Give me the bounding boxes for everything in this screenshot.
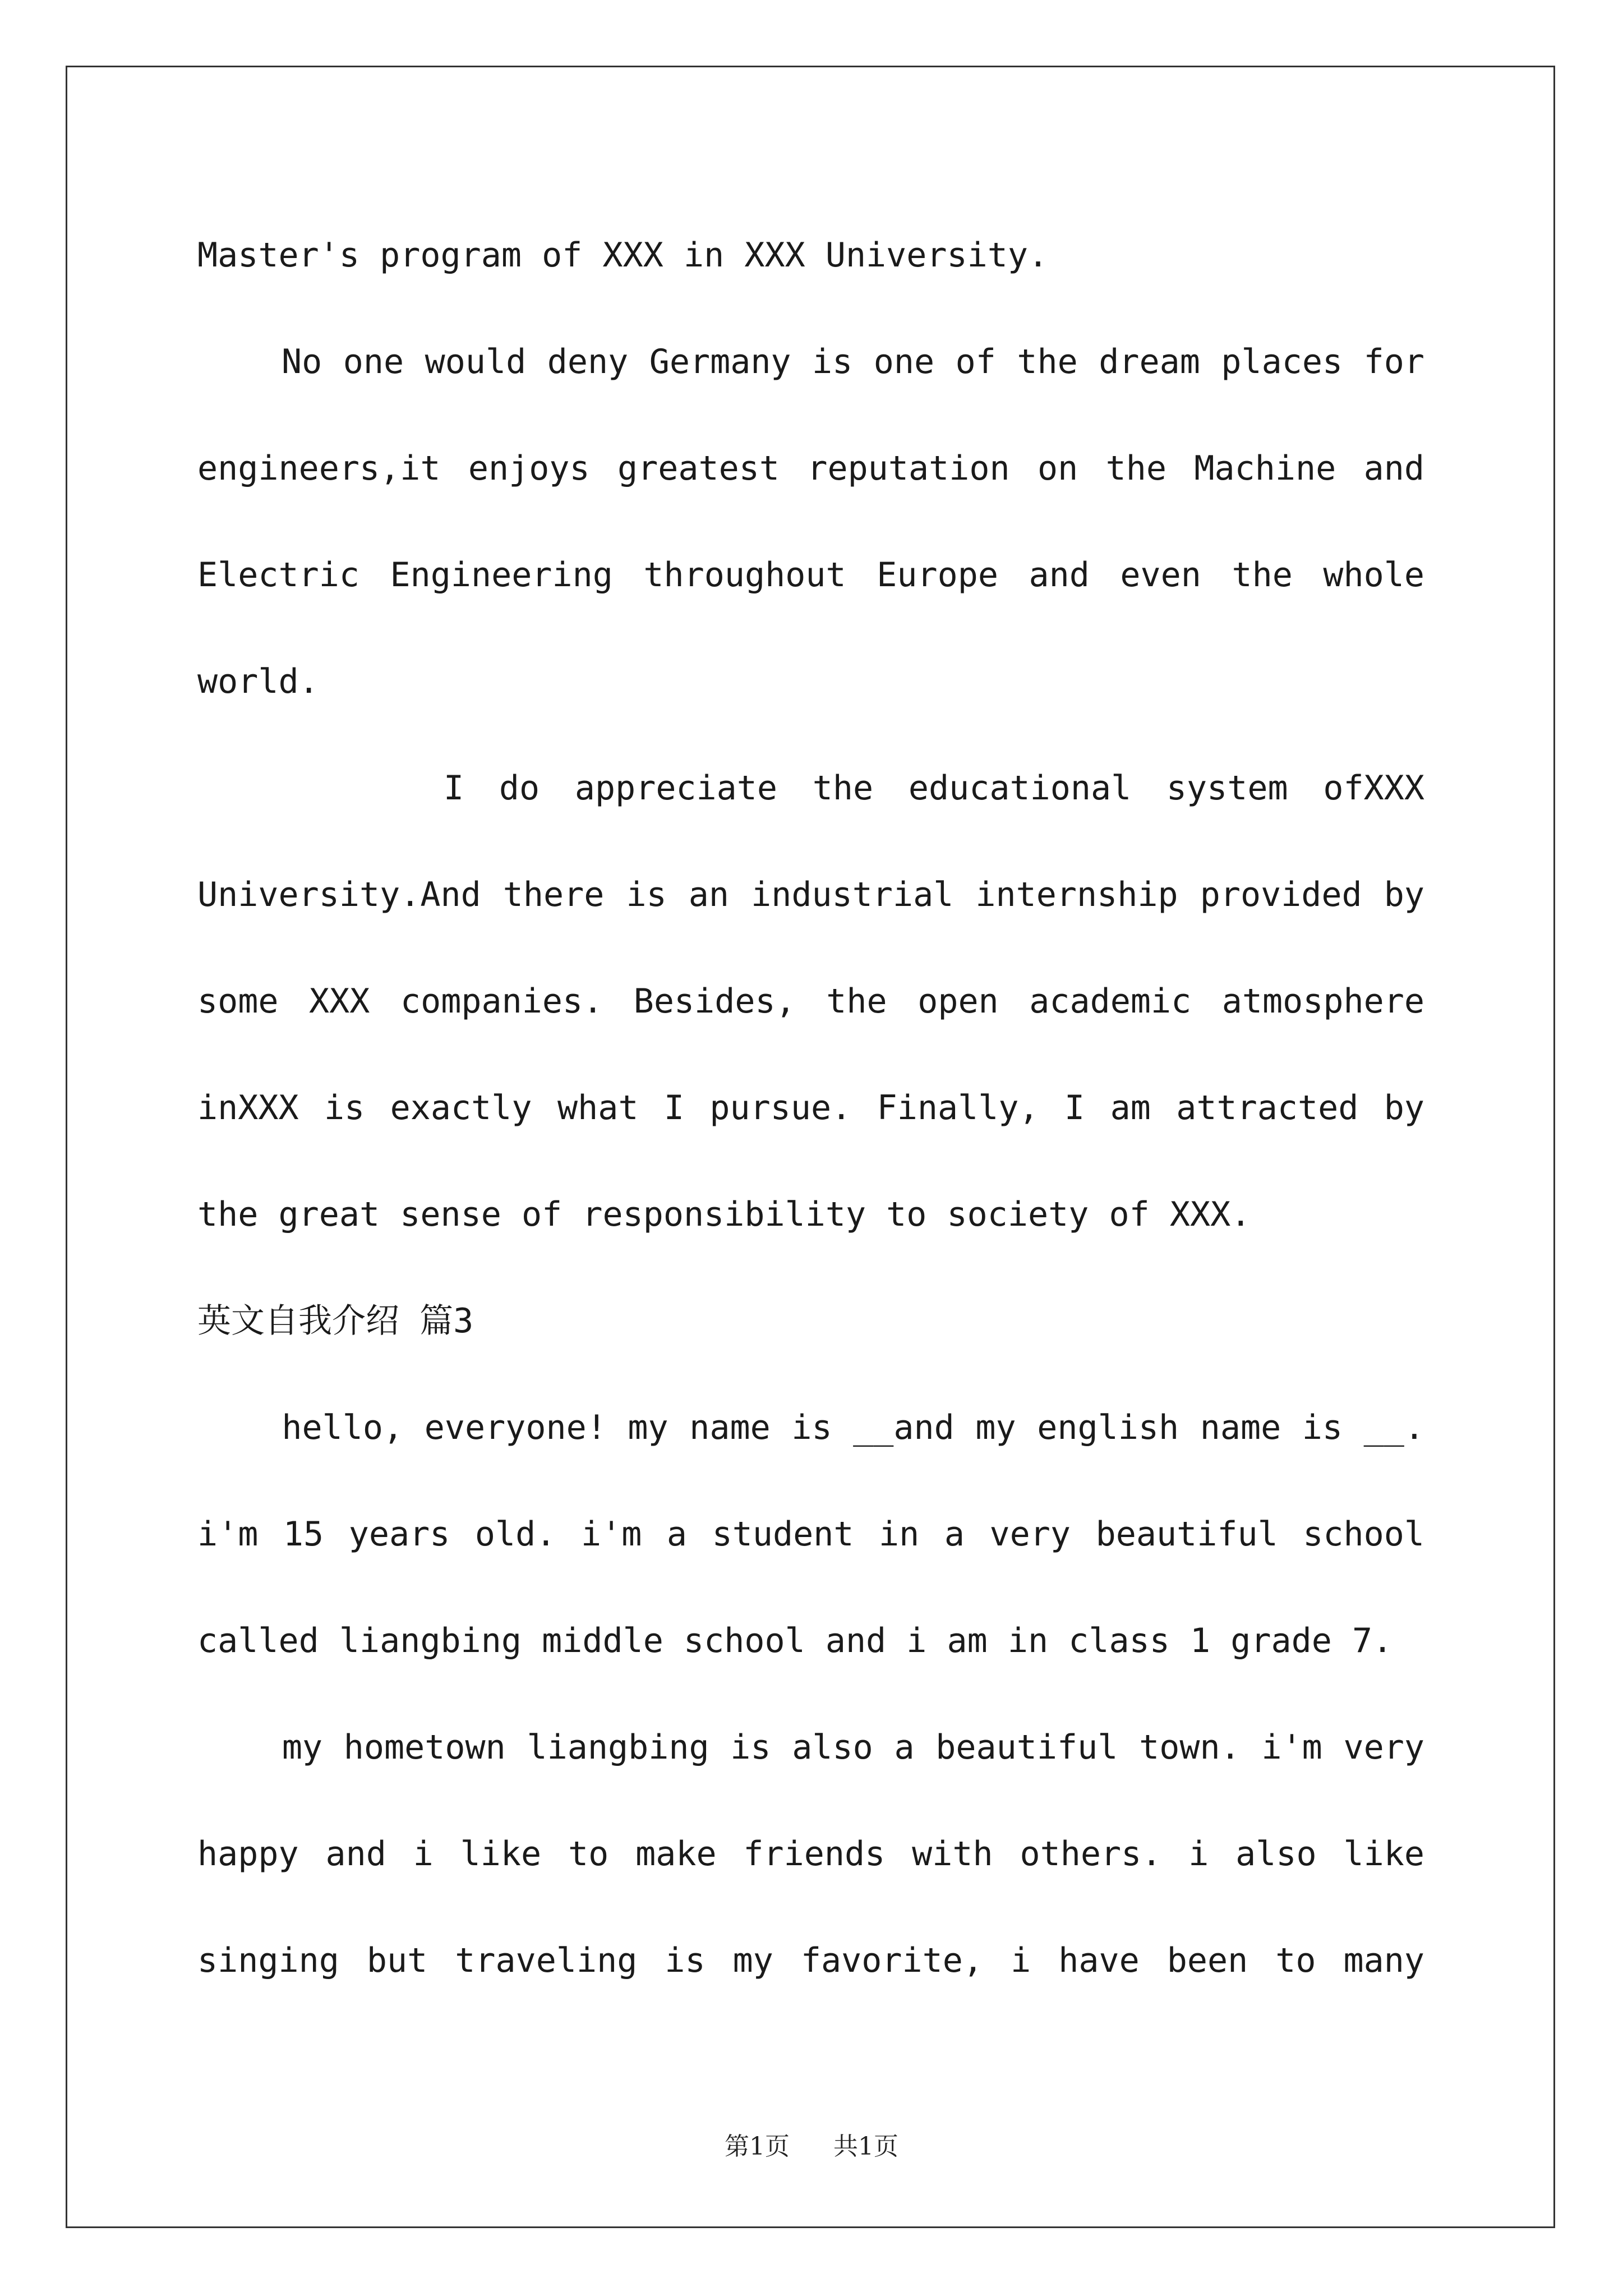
text-line: singing but traveling is my favorite, i have been to many	[197, 1941, 1424, 1980]
text-line: Electric Engineering throughout Europe and even the whole	[197, 555, 1424, 595]
text-line: some XXX companies. Besides, the open academic atmosphere	[197, 982, 1424, 1021]
text-line: i'm 15 years old. i'm a student in a very beautiful school	[197, 1515, 1424, 1554]
text-line: No one would deny Germany is one of the dream places for	[197, 342, 1424, 381]
page-footer	[0, 2126, 1623, 2162]
page-total: 共1页	[833, 2132, 898, 2161]
text-line: my hometown liangbing is also a beautiful town. i'm very	[197, 1728, 1424, 1767]
text-line: called liangbing middle school and i am in class 1 grade 7.	[197, 1621, 1393, 1660]
text-line: Master's program of XXX in XXX University.	[197, 236, 1049, 275]
text-line: world.	[197, 662, 319, 701]
text-line: University.And there is an industrial internship provided by	[197, 875, 1424, 914]
text-line: inXXX is exactly what I pursue. Finally, I am attracted by	[197, 1088, 1424, 1128]
document-body	[197, 202, 1424, 2014]
text-line: hello, everyone! my name is __and my english name is __.	[197, 1408, 1424, 1447]
text-line: the great sense of responsibility to society of XXX.	[197, 1195, 1251, 1234]
page-number: 第1页	[725, 2132, 790, 2161]
text-line: engineers,it enjoys greatest reputation on the Machine and	[197, 449, 1424, 488]
section-heading: 英文自我介绍 篇3	[197, 1301, 474, 1341]
text-line: I do appreciate the educational system ofXXX	[197, 769, 1424, 808]
text-line: happy and i like to make friends with others. i also like	[197, 1834, 1424, 1874]
